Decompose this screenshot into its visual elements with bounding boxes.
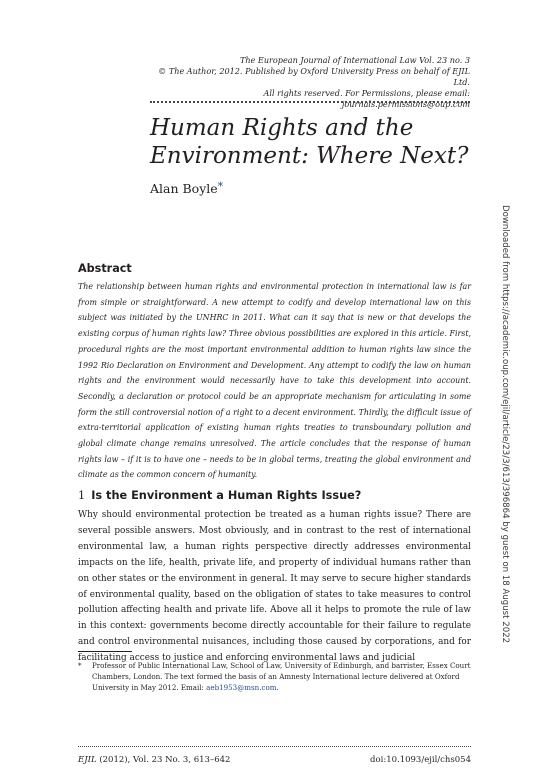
section-heading	[78, 489, 361, 502]
download-watermark: Downloaded from https://academic.oup.com/ejil/article/23/3/613/396864 by guest on 18 August 2022	[500, 205, 510, 644]
footnote-rule	[78, 651, 132, 652]
section-number: 1	[78, 489, 86, 502]
section-body-text: Why should environmental protection be treated as a human rights issue? There are several possible answers. Most obviously, and in contrast to the rest of international environmental law, a human rights perspective directly addresses environmental impacts on the life, health, private life, and property of individual humans rather than on other states or the environment in general. It may serve to secure higher standards of environmental quality, based on the obligation of states to take measures to control pollution affecting health and private life. Above all it helps to promote the rule of law in this context: governments become directly accountable for their failure to regulate and control environmental nuisances, including those caused by corporations, and for facilitating access to justice and enforcing environmental laws and judicial	[78, 510, 471, 664]
header-dotted-rule	[150, 101, 470, 103]
footer-citation	[78, 755, 230, 765]
footer-journal-name: EJIL	[78, 755, 97, 765]
footer-doi: doi:10.1093/ejil/chs054	[370, 755, 471, 765]
footnote-text: Professor of Public International Law, School of Law, University of Edinburgh, and barrister, Essex Court Chambers, London. The text formed the basis of an Amnesty International lecture delivered at Oxford University in May 2012. Email:	[92, 661, 471, 692]
footnote-mark: *	[78, 661, 82, 670]
footnote-end: .	[276, 683, 279, 692]
permissions-line: All rights reserved. For Permissions, please email: journals.permissions@oup.com	[263, 88, 470, 109]
author-name: Alan Boyle	[150, 181, 218, 196]
author-footnote-link[interactable]: *	[217, 180, 224, 193]
footnote	[78, 660, 471, 693]
title-line-2: Environment: Where Next?	[150, 143, 469, 169]
author-byline	[150, 180, 223, 196]
abstract-heading: Abstract	[78, 262, 132, 275]
footer-volume: (2012), Vol. 23 No. 3, 613–642	[96, 755, 231, 765]
footer-dotted-rule	[78, 746, 471, 747]
abstract-text: The relationship between human rights and environmental protection in international law is far from simple or straightforward. A new attempt to codify and develop international law on this subject was initiated by the UNHRC in 2011. What can it say that is new or that develops the existing corpus of human rights law? Three obvious possibilities are explored in this article. First, procedural rights are the most important environmental addition to human rights law since the 1992 Rio Declaration on Environment and Development. Any attempt to codify the law on human rights and the environment would necessarily have to take this development into account. Secondly, a declaration or protocol could be an appropriate mechanism for articulating in some form the still controversial notion of a right to a decent environment. Thirdly, the difficult issue of extra-territorial application of existing human rights treaties to transboundary pollution and global climate change remains unresolved. The article concludes that the response of human rights law – if it is to have one – needs to be in global terms, treating the global environment and climate as the common concern of humanity.	[78, 282, 471, 480]
section-title: Is the Environment a Human Rights Issue?	[91, 489, 362, 502]
title-line-1: Human Rights and the	[150, 115, 414, 141]
article-title	[150, 114, 480, 170]
author-email-link[interactable]: aeb1953@msn.com	[206, 683, 277, 692]
copyright-line: © The Author, 2012. Published by Oxford University Press on behalf of EJIL Ltd.	[158, 66, 470, 87]
footnote-body	[92, 660, 471, 693]
journal-header-line: The European Journal of International Law Vol. 23 no. 3	[239, 55, 470, 65]
